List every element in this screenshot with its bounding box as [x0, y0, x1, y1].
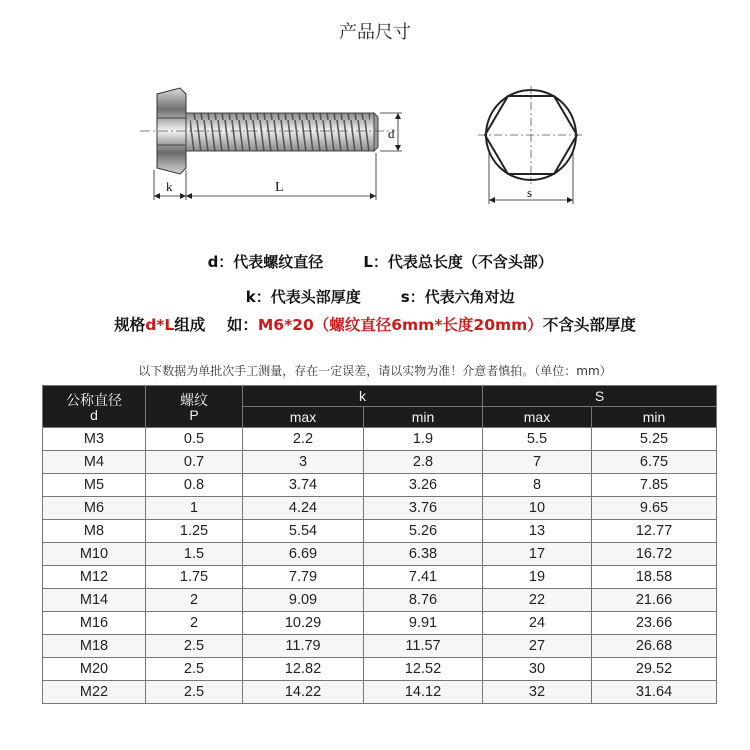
header-pitch-label: 螺纹	[180, 391, 208, 408]
cell-pitch: 2	[146, 589, 243, 612]
page-title: 产品尺寸	[339, 22, 411, 43]
cell-s-min: 26.68	[592, 635, 717, 658]
cell-s-min: 21.66	[592, 589, 717, 612]
cell-k-min: 1.9	[364, 428, 483, 451]
table-row	[43, 635, 717, 658]
cell-k-min: 14.12	[364, 681, 483, 704]
cell-nominal: M6	[43, 497, 146, 520]
cell-s-min: 29.52	[592, 658, 717, 681]
cell-s-max: 7	[483, 451, 592, 474]
cell-s-max: 30	[483, 658, 592, 681]
cell-s-max: 10	[483, 497, 592, 520]
cell-k-min: 8.76	[364, 589, 483, 612]
label-d: d	[388, 126, 395, 141]
cell-s-min: 31.64	[592, 681, 717, 704]
cell-k-max: 3	[243, 451, 364, 474]
cell-pitch: 1.5	[146, 543, 243, 566]
cell-s-min: 5.25	[592, 428, 717, 451]
measurement-note: 以下数据为单批次手工测量，存在一定误差，请以实物为准！介意者慎拍。（单位：mm）	[138, 364, 612, 378]
cell-pitch: 1	[146, 497, 243, 520]
header-nominal-symbol: d	[90, 406, 98, 423]
label-s: s	[527, 185, 533, 200]
spec-example: M6*20（螺纹直径6mm*长度20mm）	[257, 316, 543, 334]
cell-pitch: 0.7	[146, 451, 243, 474]
cell-k-min: 5.26	[364, 520, 483, 543]
cell-k-min: 9.91	[364, 612, 483, 635]
cell-nominal: M4	[43, 451, 146, 474]
cell-s-max: 24	[483, 612, 592, 635]
spec-prefix: 规格	[114, 316, 146, 334]
header-k-min: min	[364, 407, 483, 428]
table-row	[43, 451, 717, 474]
cell-pitch: 0.5	[146, 428, 243, 451]
cell-s-max: 19	[483, 566, 592, 589]
cell-s-min: 16.72	[592, 543, 717, 566]
cell-pitch: 2.5	[146, 635, 243, 658]
bolt-diagram	[0, 0, 750, 230]
spec-line	[0, 313, 750, 335]
header-pitch	[146, 386, 243, 428]
cell-s-max: 8	[483, 474, 592, 497]
cell-s-max: 27	[483, 635, 592, 658]
cell-s-max: 5.5	[483, 428, 592, 451]
table-row	[43, 543, 717, 566]
cell-k-max: 6.69	[243, 543, 364, 566]
cell-k-min: 3.76	[364, 497, 483, 520]
table-row	[43, 474, 717, 497]
cell-nominal: M22	[43, 681, 146, 704]
cell-nominal: M18	[43, 635, 146, 658]
cell-k-min: 6.38	[364, 543, 483, 566]
header-k-max: max	[243, 407, 364, 428]
cell-nominal: M12	[43, 566, 146, 589]
cell-s-min: 6.75	[592, 451, 717, 474]
table-row	[43, 681, 717, 704]
legend-d: d：代表螺纹直径	[207, 253, 324, 271]
cell-pitch: 2	[146, 612, 243, 635]
table-row	[43, 520, 717, 543]
cell-pitch: 2.5	[146, 681, 243, 704]
size-table-body	[43, 428, 717, 704]
table-row	[43, 566, 717, 589]
cell-k-max: 4.24	[243, 497, 364, 520]
cell-k-max: 7.79	[243, 566, 364, 589]
cell-s-min: 12.77	[592, 520, 717, 543]
cell-s-max: 13	[483, 520, 592, 543]
cell-pitch: 2.5	[146, 658, 243, 681]
cell-k-min: 3.26	[364, 474, 483, 497]
cell-k-max: 9.09	[243, 589, 364, 612]
header-nominal-label: 公称直径	[66, 391, 122, 408]
cell-s-max: 17	[483, 543, 592, 566]
cell-pitch: 1.25	[146, 520, 243, 543]
cell-pitch: 1.75	[146, 566, 243, 589]
cell-nominal: M14	[43, 589, 146, 612]
bolt-head-top	[478, 86, 584, 184]
cell-k-min: 7.41	[364, 566, 483, 589]
legend-row-2	[0, 268, 750, 307]
cell-k-min: 12.52	[364, 658, 483, 681]
cell-s-max: 32	[483, 681, 592, 704]
header-s: S	[483, 386, 717, 407]
cell-k-max: 11.79	[243, 635, 364, 658]
label-L: L	[275, 180, 284, 195]
cell-k-max: 3.74	[243, 474, 364, 497]
cell-k-min: 2.8	[364, 451, 483, 474]
spec-formula: d*L	[145, 316, 175, 334]
table-row	[43, 612, 717, 635]
dimension-k-L	[154, 153, 376, 200]
header-s-min: min	[592, 407, 717, 428]
cell-k-max: 12.82	[243, 658, 364, 681]
cell-k-max: 10.29	[243, 612, 364, 635]
table-row	[43, 589, 717, 612]
cell-pitch: 0.8	[146, 474, 243, 497]
cell-s-max: 22	[483, 589, 592, 612]
cell-k-max: 5.54	[243, 520, 364, 543]
cell-s-min: 9.65	[592, 497, 717, 520]
legend-k: k：代表头部厚度	[245, 288, 361, 306]
cell-s-min: 7.85	[592, 474, 717, 497]
label-k: k	[166, 179, 173, 194]
cell-nominal: M16	[43, 612, 146, 635]
spec-suffix: 不含头部厚度	[542, 316, 636, 334]
cell-nominal: M8	[43, 520, 146, 543]
cell-nominal: M5	[43, 474, 146, 497]
bolt-shaft	[186, 113, 378, 151]
header-pitch-symbol: P	[189, 406, 199, 423]
legend-s: s：代表六角对边	[400, 288, 515, 306]
table-row	[43, 428, 717, 451]
header-k: k	[243, 386, 483, 407]
cell-k-max: 14.22	[243, 681, 364, 704]
cell-nominal: M10	[43, 543, 146, 566]
cell-s-min: 18.58	[592, 566, 717, 589]
legend-L: L：代表总长度（不含头部）	[363, 253, 553, 271]
cell-nominal: M3	[43, 428, 146, 451]
header-nominal-diameter	[43, 386, 146, 428]
cell-k-min: 11.57	[364, 635, 483, 658]
spec-middle: 组成 如：	[174, 316, 258, 334]
header-s-max: max	[483, 407, 592, 428]
size-table	[42, 385, 717, 704]
table-row	[43, 497, 717, 520]
table-row	[43, 658, 717, 681]
cell-nominal: M20	[43, 658, 146, 681]
cell-k-max: 2.2	[243, 428, 364, 451]
legend-row-1	[0, 233, 750, 272]
cell-s-min: 23.66	[592, 612, 717, 635]
